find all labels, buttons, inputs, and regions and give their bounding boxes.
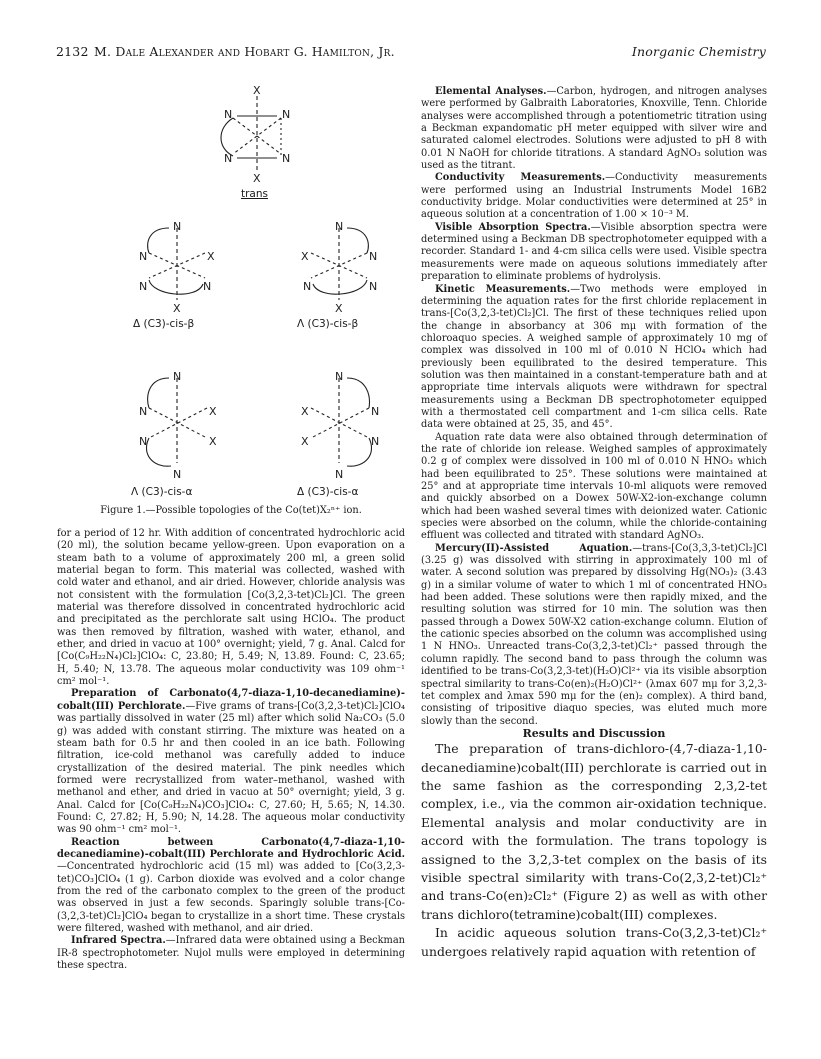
topology-diagrams <box>57 78 405 498</box>
running-authors: M. Dale Alexander and Hobart G. Hamilton, Jr. <box>94 44 395 59</box>
paragraph <box>421 284 767 432</box>
svg-text:N: N <box>139 280 148 293</box>
paragraph <box>57 837 405 936</box>
svg-text:N: N <box>369 250 378 263</box>
figure-caption: Figure 1.—Possible topologies of the Co(tet)X₂ⁿ⁺ ion. <box>100 505 362 516</box>
paragraph <box>421 86 767 172</box>
section-heading: Kinetic Measurements. <box>435 283 571 295</box>
journal-title: Inorganic Chemistry <box>631 44 766 59</box>
label-lambda-cis-alpha: Λ (C3)-cis-α <box>131 486 193 498</box>
section-heading: Visible Absorption Spectra. <box>435 221 591 233</box>
page-header <box>56 44 766 64</box>
section-heading: Infrared Spectra. <box>71 935 166 947</box>
right-column <box>421 86 767 961</box>
label-lambda-cis-beta: Λ (C3)-cis-β <box>297 318 359 330</box>
paragraph-text: —Five grams of trans-[Co(3,2,3-tet)Cl₂]ClO₄ was partially dissolved in water (25 ml) after which solid Na₂CO₃ (5.0 g) was added with constant stirring. The mixture was heated on a steam bath for 0.5 hr and then cooled in an ice bath. Following filtration, ice-cold methanol was carefully added to induce crystallization of the desired material. The pink needles which formed were recrystallized from water–methanol, washed with methanol and ether, and dried in vacuo at 50° overnight; yield, 3 g. Anal. Calcd for [Co(C₉H₂₂N₄)CO₃]ClO₄: C, 27.60; H, 5.65; N, 14.30. Found: C, 27.82; H, 5.90; N, 14.28. The aqueous molar conductivity was 90 ohm⁻¹ cm² mol⁻¹. <box>57 700 405 836</box>
page-number: 2132 <box>56 44 89 59</box>
svg-text:N: N <box>173 468 182 481</box>
paragraph: The preparation of trans-dichloro-(4,7-diaza-1,10-decanediamine)cobalt(III) perchlorate is carried out in the same fashion as the corresponding 2,3,2-tet complex, i.e., via the common air-oxidation technique. Elemental analysis and molar conductivity are in accord with the formulation. The trans topology is assigned to the 3,2,3-tet complex on the basis of its visible spectral similarity with trans-Co(2,3,2-tet)Cl₂⁺ and trans-Co(en)₂Cl₂⁺ (Figure 2) as well as with other trans dichloro(tetramine)cobalt(III) complexes. <box>421 741 767 922</box>
svg-text:N: N <box>203 280 212 293</box>
svg-text:X: X <box>335 302 343 315</box>
svg-text:N: N <box>369 280 378 293</box>
svg-text:N: N <box>224 108 233 121</box>
svg-text:N: N <box>371 405 380 418</box>
delta-cis-beta-structure <box>139 220 215 315</box>
paragraph: Aquation rate data were also obtained through determination of the rate of chloride ion release. Weighed samples of approximately 0.2 g of complex were dissolved in 100 ml of 0.010 N HNO₃ which had been equilibrated to 25°. These solutions were maintained at 25° and at appropriate time intervals 10-ml aliquots were removed and quickly absorbed on a Dowex 50W-X2-ion-exchange column which had been washed several times with deionized water. Cationic species were absorbed on the column, while the chloride-containing effluent was collected and titrated with standard AgNO₃. <box>421 431 767 542</box>
left-column <box>57 528 405 972</box>
paragraph: for a period of 12 hr. With addition of concentrated hydrochloric acid (20 ml), the solution became yellow-green. Upon evaporation on a steam bath to a volume of approximately 200 ml, a green solid material began to form. This material was collected, washed with cold water and ethanol, and air dried. However, chloride analysis was not consistent with the formulation [Co(3,2,3-tet)Cl₂]Cl. The green material was therefore dissolved in concentrated hydrochloric acid and precipitated as the perchlorate salt using HClO₄. The product was then removed by filtration, washed with water, ethanol, and ether, and dried in vacuo at 100° overnight; yield, 7 g. Anal. Calcd for [Co(C₉H₂₂N₄)Cl₂]ClO₄: C, 23.80; H, 5.49; N, 13.89. Found: C, 23.65; H, 5.40; N, 13.78. The aqueous molar conductivity was 109 ohm⁻¹ cm² mol⁻¹. <box>57 528 405 688</box>
label-delta-cis-alpha: Δ (C3)-cis-α <box>297 486 359 498</box>
svg-text:N: N <box>139 405 148 418</box>
svg-text:N: N <box>335 220 344 233</box>
paragraph-text: —Infrared data were obtained using a Beckman IR-8 spectrophotometer. Nujol mulls were employed in determining these spectra. <box>57 935 405 972</box>
paragraph-text: —Visible absorption spectra were determined using a Beckman DB spectrophotometer equipped with a recorder. Standard 1- and 4-cm silica cells were used. Visible spectra measurements were made on aqueous solutions immediately after preparation to eliminate problems of hydrolysis. <box>421 221 767 283</box>
svg-text:N: N <box>173 370 182 383</box>
lambda-cis-alpha-structure <box>139 370 217 481</box>
lambda-cis-beta-structure <box>301 220 377 315</box>
section-heading: Mercury(II)-Assisted Aquation. <box>435 542 633 554</box>
svg-text:X: X <box>209 405 217 418</box>
svg-text:X: X <box>253 84 261 97</box>
paragraph: In acidic aqueous solution trans-Co(3,2,3-tet)Cl₂⁺ undergoes relatively rapid aquation with retention of <box>421 925 767 959</box>
svg-text:X: X <box>173 302 181 315</box>
paragraph-text: —trans-[Co(3,3,3-tet)Cl₂]Cl (3.25 g) was dissolved with stirring in approximately 100 ml of water. A second solution was prepared by dissolving Hg(NO₃)₂ (3.43 g) in a similar volume of water to which 1 ml of concentrated HNO₃ had been added. These solutions were then rapidly mixed, and the resulting solution was stirred for 10 min. The solution was then passed through a Dowex 50W-X2 cation-exchange column. Elution of the cationic species absorbed on the column was accomplished using 1 N HNO₃. Unreacted trans-Co(3,2,3-tet)Cl₂⁺ passed through the column rapidly. The second band to pass through the column was identified to be trans-Co(3,2,3-tet)(H₂O)Cl²⁺ via its visible absorption spectral similarity to trans-Co(en)₂(H₂O)Cl²⁺ (λmax 607 mμ for 3,2,3-tet complex and λmax 590 mμ for the (en)₂ complex). A third band, consisting of tripositive diaquo species, was eluted much more slowly than the second. <box>421 542 767 727</box>
section-heading: Elemental Analyses. <box>435 86 547 97</box>
paragraph <box>57 688 405 836</box>
svg-text:X: X <box>301 405 309 418</box>
section-heading: Conductivity Measurements. <box>435 172 606 184</box>
paragraph <box>421 222 767 284</box>
svg-text:N: N <box>303 280 312 293</box>
svg-text:N: N <box>335 468 344 481</box>
label-trans: trans <box>241 188 268 200</box>
svg-text:X: X <box>301 435 309 448</box>
section-heading: Preparation of Carbonato(4,7-diaza-1,10-decanediamine)-cobalt(III) Perchlorate. <box>57 688 405 712</box>
paragraph-text: —Carbon, hydrogen, and nitrogen analyses were performed by Galbraith Laboratories, Knoxville, Tenn. Chloride analyses were accomplished through a potentiometric titration using a Beckman expandomatic pH meter equipped with silver wire and saturated calomel electrodes. Solutions were adjusted to pH 8 with 0.01 N NaOH for chloride titrations. A standard AgNO₃ solution was used as the titrant. <box>421 86 767 172</box>
svg-text:N: N <box>173 220 182 233</box>
paragraph <box>421 172 767 221</box>
figure-1 <box>57 78 405 518</box>
svg-text:N: N <box>282 152 291 165</box>
paragraph <box>57 935 405 972</box>
svg-text:X: X <box>301 250 309 263</box>
svg-text:X: X <box>253 172 261 185</box>
section-heading: Reaction between Carbonato(4,7-diaza-1,10-decanediamine)-cobalt(III) Perchlorate and Hydrochloric Acid. <box>57 836 405 860</box>
paragraph-text: —Concentrated hydrochloric acid (15 ml) was added to [Co(3,2,3-tet)CO₃]ClO₄ (1 g). Carbon dioxide was evolved and a color change from the red of the carbonato complex to the green of the product was observed in just a few seconds. Sparingly soluble trans-[Co-(3,2,3-tet)Cl₂]ClO₄ began to crystallize in a short time. These crystals were filtered, washed with methanol, and air dried. <box>57 861 405 934</box>
svg-text:X: X <box>207 250 215 263</box>
paragraph-text: —Two methods were employed in determining the aquation rates for the first chloride replacement in trans-[Co(3,2,3-tet)Cl₂]Cl. The first of these techniques relied upon the change in absorbancy at 306 mμ with formation of the chloroaquo species. A weighed sample of approximately 10 mg of complex was dissolved in 100 ml of 0.010 N HClO₄ which had previously been equilibrated to the desired temperature. This solution was then maintained in a constant-temperature bath and at appropriate time intervals aliquots were withdrawn for spectral measurements using a Beckman DB spectrophotometer equipped with a thermostated cell compartment and 1-cm silica cells. Rate data were obtained at 25, 35, and 45°. <box>421 283 767 431</box>
svg-text:N: N <box>371 435 380 448</box>
results-heading: Results and Discussion <box>522 726 666 740</box>
paragraph <box>421 543 767 728</box>
delta-cis-alpha-structure <box>301 370 379 481</box>
svg-text:X: X <box>209 435 217 448</box>
svg-text:N: N <box>335 370 344 383</box>
label-delta-cis-beta: Δ (C3)-cis-β <box>133 318 195 330</box>
svg-text:N: N <box>139 435 148 448</box>
paragraph-text: —Conductivity measurements were performed using an Industrial Instruments Model 16B2 conductivity bridge. Molar conductivities were determined at 25° in aqueous solution at a concentration of 1.00 × 10⁻³ M. <box>421 172 767 221</box>
trans-structure <box>221 84 290 185</box>
svg-text:N: N <box>282 108 291 121</box>
svg-text:N: N <box>139 250 148 263</box>
svg-text:N: N <box>224 152 233 165</box>
